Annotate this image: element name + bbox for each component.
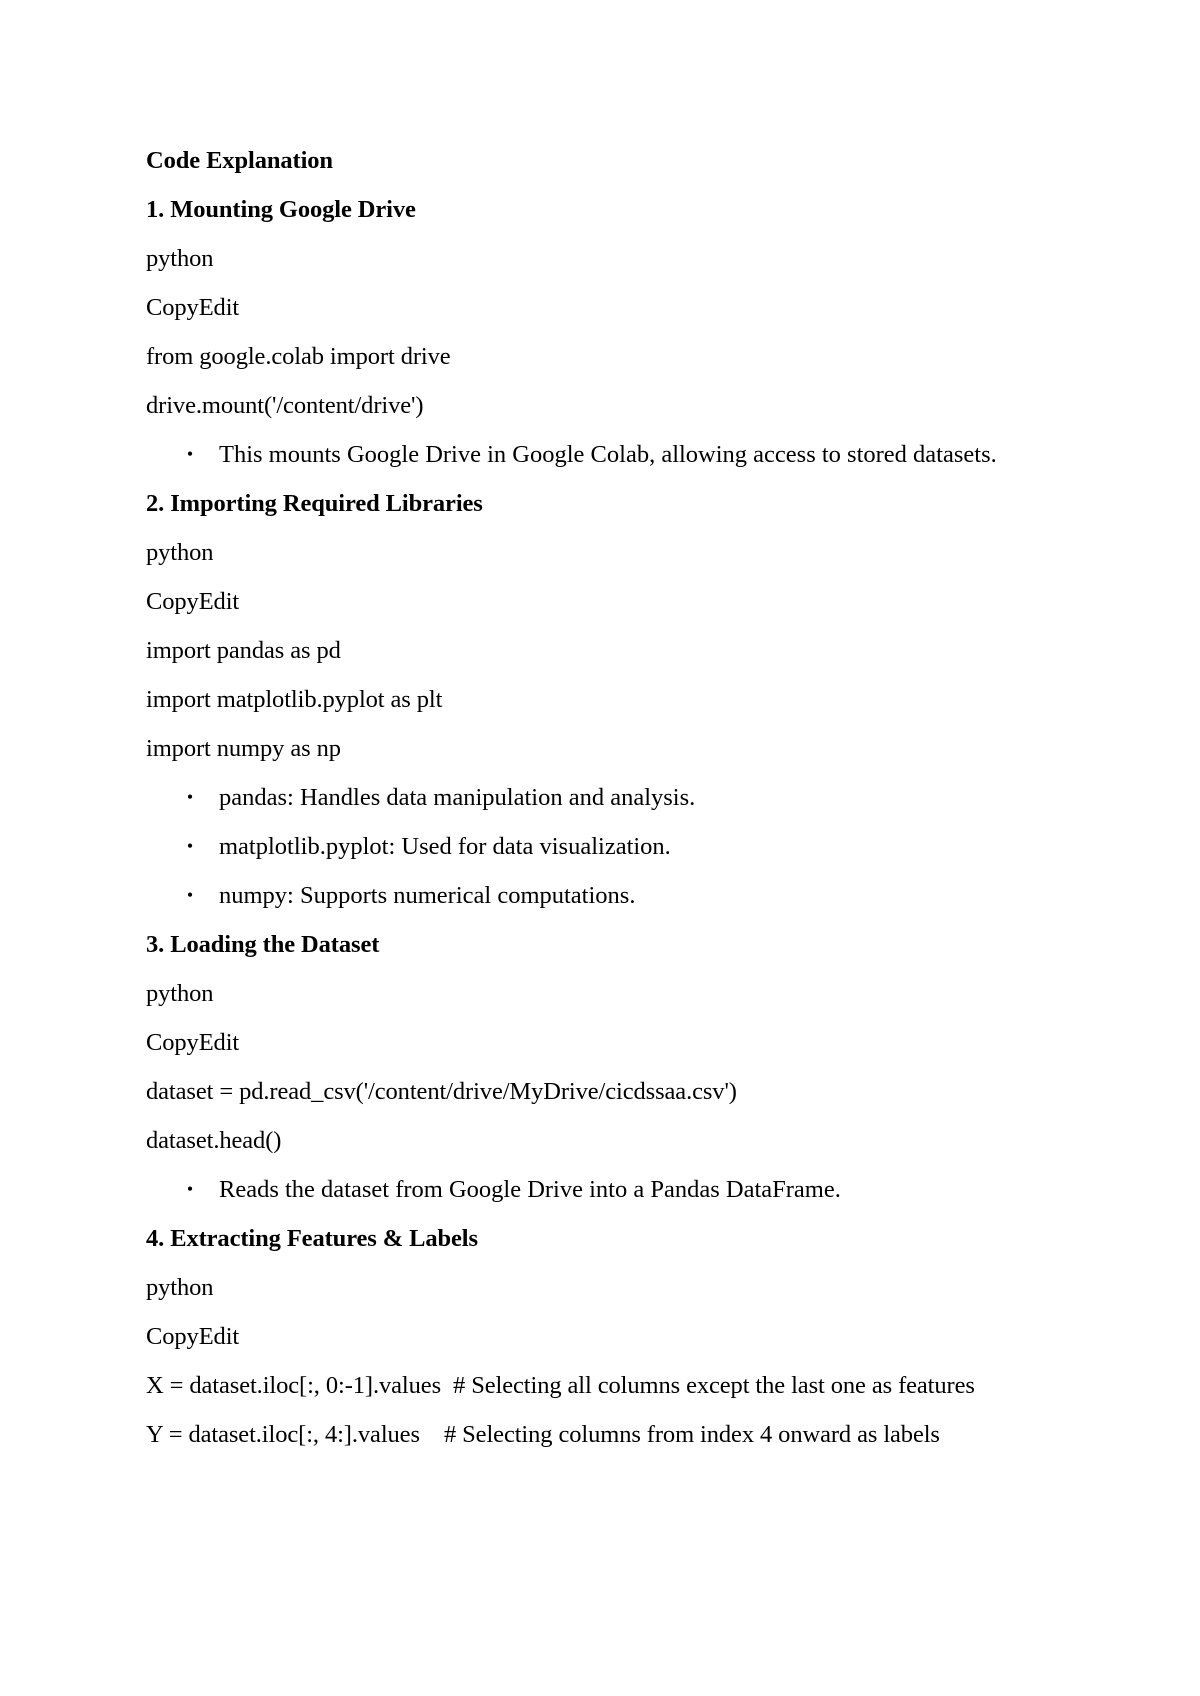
bullet-list	[146, 1175, 1046, 1204]
bullet-item	[146, 881, 1046, 910]
code-language-label: python	[146, 539, 214, 566]
bullet-list	[146, 783, 1046, 910]
copy-edit-label: CopyEdit	[146, 588, 240, 615]
code-language-label: python	[146, 1274, 214, 1301]
copy-edit-label: CopyEdit	[146, 1029, 240, 1056]
copy-edit-label: CopyEdit	[146, 1323, 240, 1350]
bullet-dot-icon: •	[186, 836, 194, 856]
bullet-dot-icon: •	[186, 1179, 194, 1199]
section-heading: 3. Loading the Dataset	[146, 931, 380, 958]
section-heading: 2. Importing Required Libraries	[146, 490, 483, 517]
bullet-text: matplotlib.pyplot: Used for data visualization.	[219, 833, 671, 860]
code-line: import pandas as pd	[146, 637, 341, 664]
bullet-item	[146, 783, 1046, 812]
copy-edit-label: CopyEdit	[146, 294, 240, 321]
code-line: import numpy as np	[146, 735, 341, 762]
code-line: from google.colab import drive	[146, 343, 451, 370]
bullet-dot-icon: •	[186, 787, 194, 807]
bullet-text: This mounts Google Drive in Google Colab, allowing access to stored datasets.	[219, 441, 997, 468]
section-mounting-google-drive	[146, 195, 1046, 469]
section-heading: 1. Mounting Google Drive	[146, 196, 416, 223]
code-line: drive.mount('/content/drive')	[146, 392, 424, 419]
bullet-item	[146, 440, 1046, 469]
document-title: Code Explanation	[146, 147, 333, 174]
code-language-label: python	[146, 980, 214, 1007]
document-content	[146, 146, 1046, 1469]
code-line: dataset.head()	[146, 1127, 282, 1154]
section-extracting-features	[146, 1224, 1046, 1449]
code-line: Y = dataset.iloc[:, 4:].values # Selecting columns from index 4 onward as labels	[146, 1421, 940, 1448]
section-loading-dataset	[146, 930, 1046, 1204]
bullet-dot-icon: •	[186, 885, 194, 905]
code-line: X = dataset.iloc[:, 0:-1].values # Selecting all columns except the last one as features	[146, 1372, 975, 1399]
bullet-text: numpy: Supports numerical computations.	[219, 882, 636, 909]
bullet-dot-icon: •	[186, 444, 194, 464]
bullet-text: pandas: Handles data manipulation and analysis.	[219, 784, 696, 811]
bullet-item	[146, 832, 1046, 861]
code-line: import matplotlib.pyplot as plt	[146, 686, 443, 713]
section-importing-libraries	[146, 489, 1046, 910]
bullet-item	[146, 1175, 1046, 1204]
code-line: dataset = pd.read_csv('/content/drive/MyDrive/cicdssaa.csv')	[146, 1078, 737, 1105]
section-heading: 4. Extracting Features & Labels	[146, 1225, 478, 1252]
bullet-text: Reads the dataset from Google Drive into a Pandas DataFrame.	[219, 1176, 841, 1203]
code-language-label: python	[146, 245, 214, 272]
bullet-list	[146, 440, 1046, 469]
